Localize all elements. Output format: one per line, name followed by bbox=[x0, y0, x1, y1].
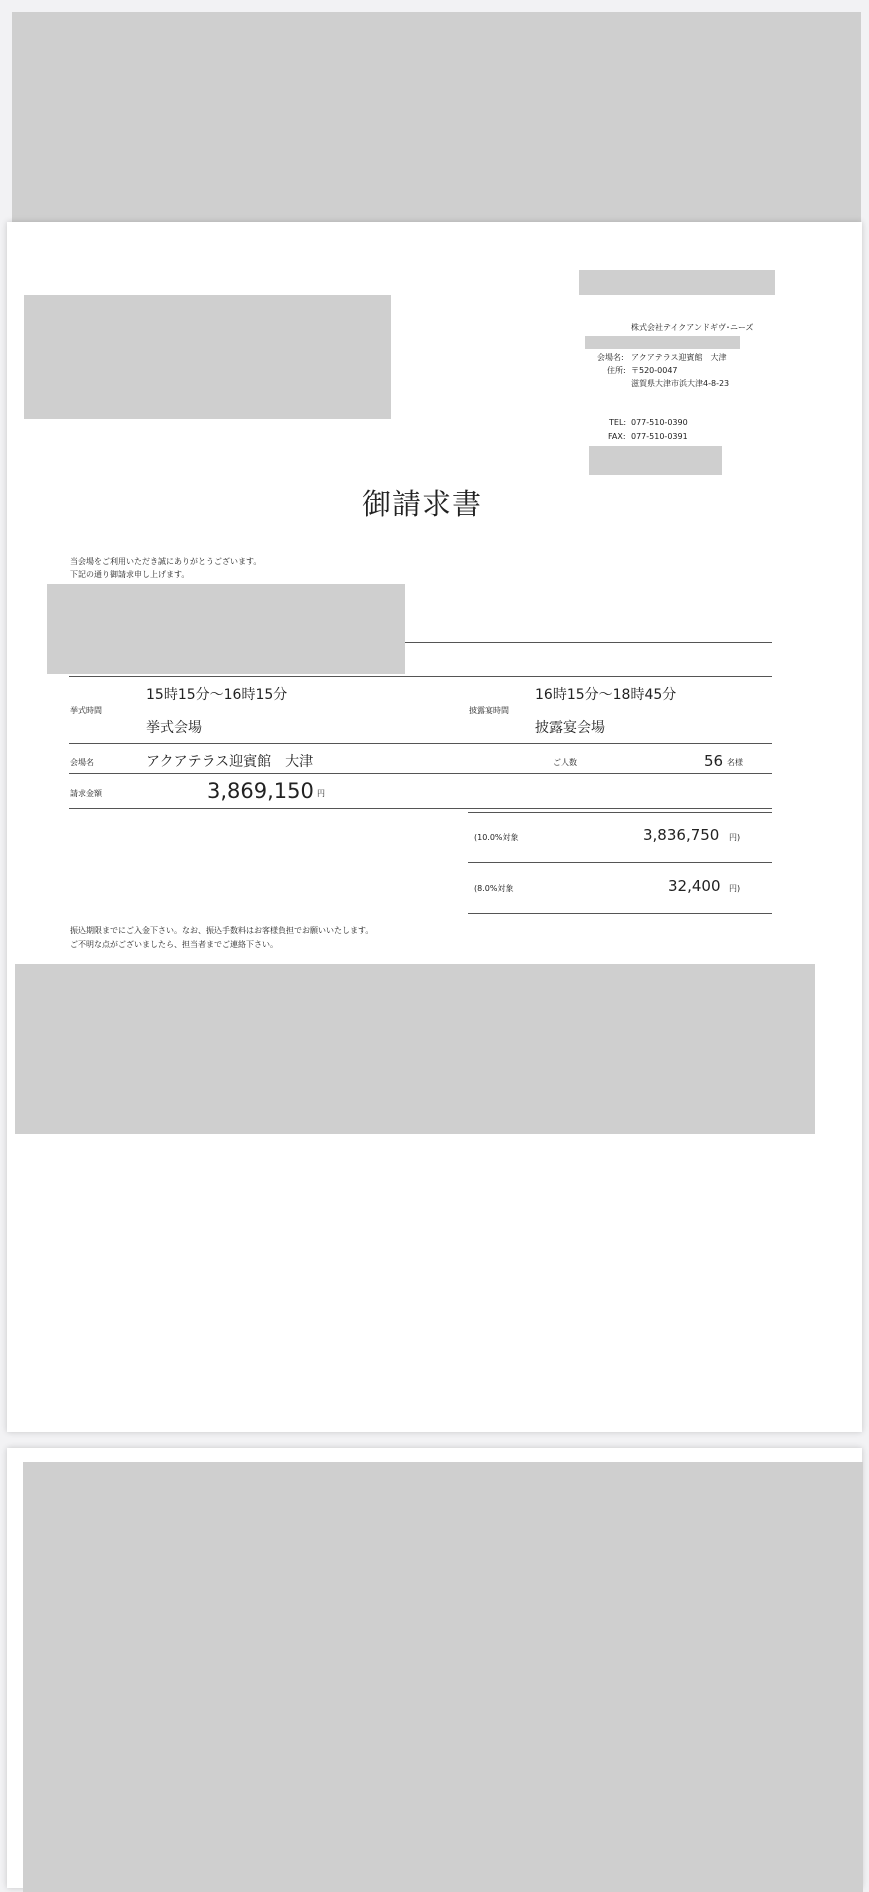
reception-time: 16時15分～18時45分 bbox=[535, 687, 677, 703]
tax-8-unit: 円) bbox=[729, 884, 741, 893]
amount-unit: 円 bbox=[317, 789, 325, 798]
amount-label: 請求金額 bbox=[70, 789, 102, 798]
venue-value: アクアテラス迎賓館 大津 bbox=[631, 353, 727, 362]
reception-place: 披露宴会場 bbox=[535, 720, 605, 736]
redacted-recipient-block bbox=[24, 295, 391, 419]
details-rule-2 bbox=[69, 743, 772, 744]
ceremony-time: 15時15分～16時15分 bbox=[146, 687, 288, 703]
address-label: 住所: bbox=[607, 366, 626, 375]
tax-8-label: (8.0%対象 bbox=[474, 884, 514, 893]
ceremony-time-label: 挙式時間 bbox=[70, 706, 102, 715]
guests-count: 56 bbox=[704, 752, 724, 770]
tax-rule-top bbox=[468, 812, 772, 813]
note-line-1: 振込期限までにご入金下さい。なお、振込手数料はお客様負担でお願いいたします。 bbox=[70, 926, 374, 935]
redacted-customer-name bbox=[47, 584, 405, 674]
tax-rule-mid bbox=[468, 862, 772, 863]
details-top-rule bbox=[69, 676, 772, 677]
postal-code: 〒520-0047 bbox=[631, 366, 678, 375]
tel-number: 077-510-0390 bbox=[631, 418, 688, 427]
fax-number: 077-510-0391 bbox=[631, 432, 688, 441]
address: 滋賀県大津市浜大津4-8-23 bbox=[631, 379, 730, 388]
redacted-sender-stamp bbox=[579, 270, 775, 295]
company-name: 株式会社テイクアンドギヴ･ニーズ bbox=[631, 323, 754, 332]
redacted-second-page-content bbox=[23, 1462, 863, 1892]
note-line-2: ご不明な点がございましたら、担当者までご連絡下さい。 bbox=[70, 940, 278, 949]
redacted-header-area bbox=[12, 12, 861, 222]
venue-row-label: 会場名 bbox=[70, 758, 94, 767]
ceremony-place: 挙式会場 bbox=[146, 720, 202, 736]
guests-label: ご人数 bbox=[553, 758, 577, 767]
greeting-line-1: 当会場をご利用いただき誠にありがとうございます。 bbox=[70, 557, 262, 566]
fax-label: FAX: bbox=[608, 432, 626, 441]
tax-10-value: 3,836,750 bbox=[643, 826, 720, 844]
customer-underline bbox=[405, 642, 772, 643]
venue-label: 会場名: bbox=[597, 353, 624, 362]
second-page bbox=[7, 1448, 862, 1888]
redacted-contact-block bbox=[589, 446, 722, 475]
document-title: 御請求書 bbox=[362, 487, 483, 521]
greeting-line-2: 下記の通り御請求申し上げます。 bbox=[70, 570, 190, 579]
invoice-page bbox=[7, 222, 862, 1432]
amount-underline bbox=[69, 808, 772, 809]
redacted-bank-details bbox=[15, 964, 815, 1134]
tax-10-label: (10.0%対象 bbox=[474, 833, 519, 842]
redacted-company-line bbox=[585, 336, 740, 349]
guests-unit: 名様 bbox=[727, 758, 743, 767]
tax-10-unit: 円) bbox=[729, 833, 741, 842]
amount-value: 3,869,150 bbox=[207, 779, 314, 803]
tel-label: TEL: bbox=[609, 418, 627, 427]
tax-rule-bottom bbox=[468, 913, 772, 914]
details-rule-3 bbox=[69, 773, 772, 774]
tax-8-value: 32,400 bbox=[668, 877, 721, 895]
reception-time-label: 披露宴時間 bbox=[469, 706, 509, 715]
venue-row-value: アクアテラス迎賓館 大津 bbox=[146, 754, 314, 770]
